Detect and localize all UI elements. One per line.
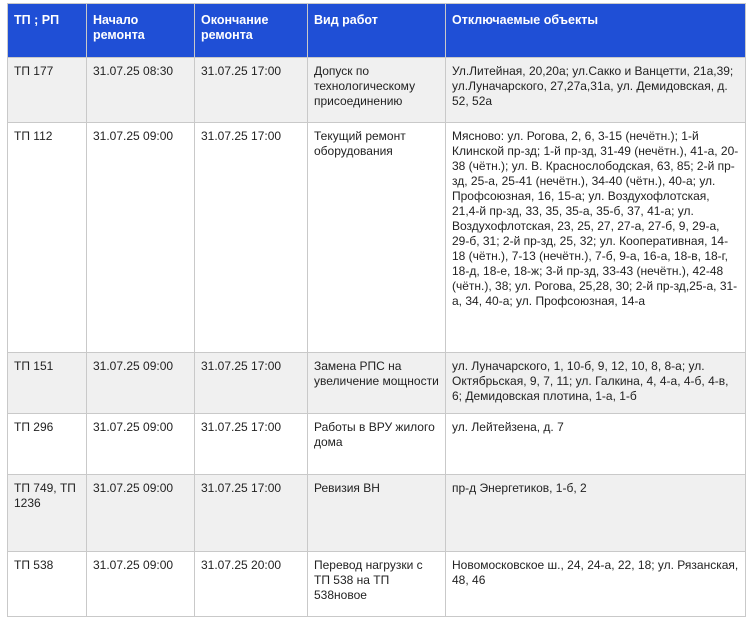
outage-schedule <box>7 3 745 617</box>
cell-work: Ревизия ВН <box>308 475 446 552</box>
cell-start: 31.07.25 08:30 <box>87 58 195 123</box>
table-row <box>8 414 746 475</box>
cell-tp: ТП 749, ТП 1236 <box>8 475 87 552</box>
cell-tp: ТП 112 <box>8 123 87 353</box>
header-tp: ТП ; РП <box>8 4 87 58</box>
outage-table <box>7 3 746 617</box>
cell-end: 31.07.25 17:00 <box>195 123 308 353</box>
cell-objects: пр-д Энергетиков, 1-б, 2 <box>446 475 746 552</box>
cell-end: 31.07.25 17:00 <box>195 414 308 475</box>
cell-work: Замена РПС на увеличение мощности <box>308 353 446 414</box>
table-row <box>8 58 746 123</box>
cell-objects: ул. Луначарского, 1, 10-б, 9, 12, 10, 8, 8-а; ул. Октябрьская, 9, 7, 11; ул. Галкина, 4, 4-а, 4-б, 4-в, 6; Демидовская плотина, 1-а, 1-б <box>446 353 746 414</box>
table-row <box>8 123 746 353</box>
cell-end: 31.07.25 17:00 <box>195 475 308 552</box>
table-row <box>8 475 746 552</box>
header-objects: Отключаемые объекты <box>446 4 746 58</box>
cell-start: 31.07.25 09:00 <box>87 353 195 414</box>
cell-tp: ТП 538 <box>8 552 87 617</box>
cell-tp: ТП 151 <box>8 353 87 414</box>
cell-start: 31.07.25 09:00 <box>87 414 195 475</box>
header-row <box>8 4 746 58</box>
cell-objects: Новомосковское ш., 24, 24-а, 22, 18; ул. Рязанская, 48, 46 <box>446 552 746 617</box>
header-start: Начало ремонта <box>87 4 195 58</box>
header-end: Окончание ремонта <box>195 4 308 58</box>
cell-work: Текущий ремонт оборудования <box>308 123 446 353</box>
cell-end: 31.07.25 17:00 <box>195 58 308 123</box>
cell-work: Перевод нагрузки с ТП 538 на ТП 538новое <box>308 552 446 617</box>
cell-tp: ТП 296 <box>8 414 87 475</box>
table-row <box>8 353 746 414</box>
cell-start: 31.07.25 09:00 <box>87 552 195 617</box>
cell-start: 31.07.25 09:00 <box>87 123 195 353</box>
table-row <box>8 552 746 617</box>
cell-tp: ТП 177 <box>8 58 87 123</box>
cell-start: 31.07.25 09:00 <box>87 475 195 552</box>
cell-work: Работы в ВРУ жилого дома <box>308 414 446 475</box>
cell-objects: ул. Лейтейзена, д. 7 <box>446 414 746 475</box>
cell-end: 31.07.25 20:00 <box>195 552 308 617</box>
header-work: Вид работ <box>308 4 446 58</box>
cell-work: Допуск по технологическому присоединению <box>308 58 446 123</box>
cell-end: 31.07.25 17:00 <box>195 353 308 414</box>
cell-objects: Мясново: ул. Рогова, 2, 6, 3-15 (нечётн.); 1-й Клинской пр-зд; 1-й пр-зд, 31-49 (нечётн.), 41-а, 20-38 (чётн.); ул. В. Краснослободская, 63, 85; 2-й пр-зд, 25-а, 25-41 (нечётн.), 34-40 (чётн.), 40-а; ул. Профсоюзная, 16, 15-а; ул. Воздухофлотская, 21,4-й пр-зд, 33, 35, 35-а, 35-б, 37, 41-а; ул. Воздухофлотская, 23, 25, 27, 27-а, 27-б, 9, 29-а, 29-б, 31; 2-й пр-зд, 25, 32; ул. Кооперативная, 14-18 (чётн.), 7-13 (нечётн.), 7-б, 9-а, 16-а, 18-в, 18-г, 18-д, 18-е, 18-ж; 3-й пр-зд, 33-43 (нечётн.), 42-48 (чётн.), 38; ул. Рогова, 25,28, 30; 2-й пр-зд,25-а, 31-а, 34, 40-а; ул. Профсоюзная, 14-а <box>446 123 746 353</box>
cell-objects: Ул.Литейная, 20,20а; ул.Сакко и Ванцетти, 21а,39; ул.Луначарского, 27,27а,31а, ул. Демидовская, д. 52, 52а <box>446 58 746 123</box>
